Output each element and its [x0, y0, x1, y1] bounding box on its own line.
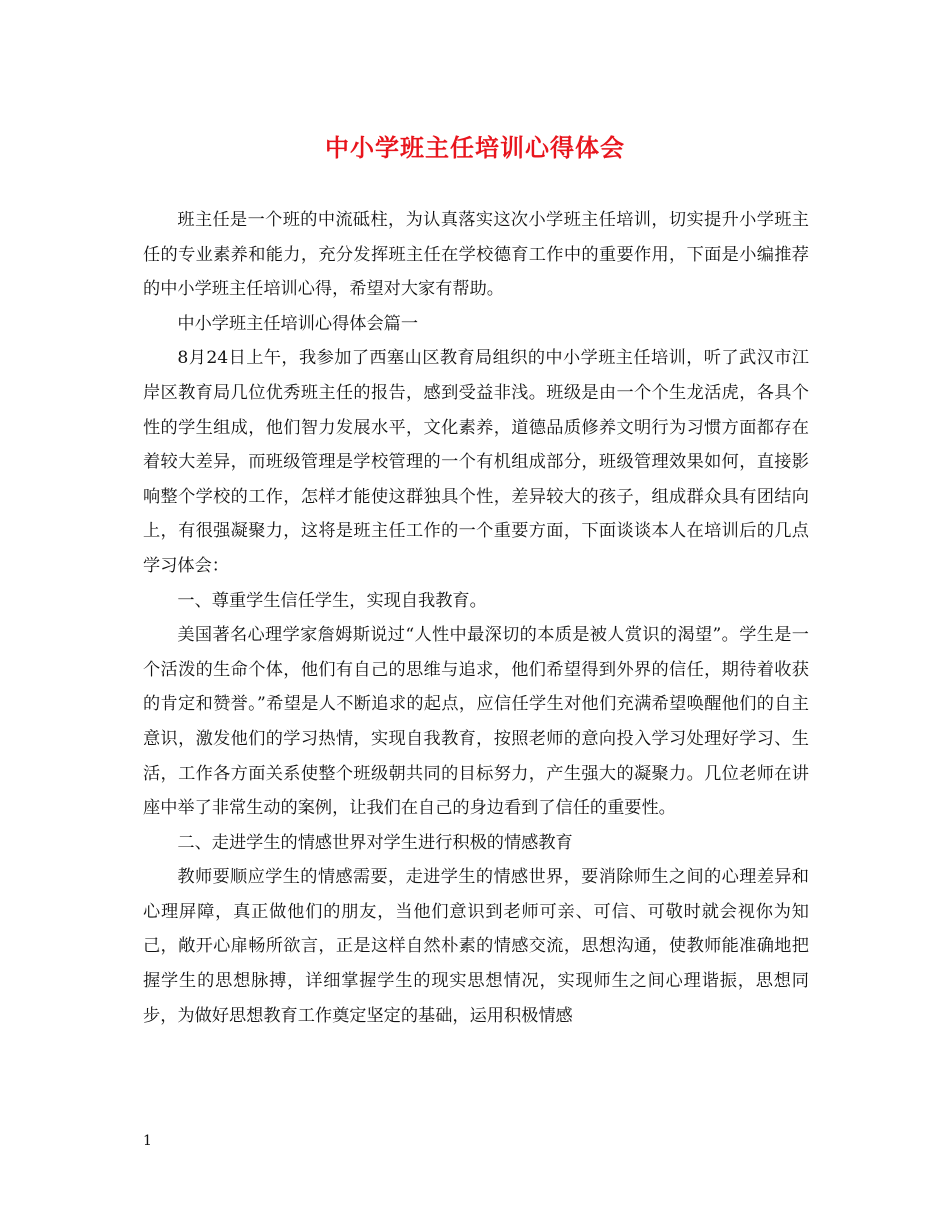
paragraph-intro: 班主任是一个班的中流砥柱，为认真落实这次小学班主任培训，切实提升小学班主任的专业素养和能力，充分发挥班主任在学校德育工作中的重要作用，下面是小编推荐的中小学班主任培训心得，希望对大家有帮助。	[143, 210, 809, 300]
paragraph-point-two: 教师要顺应学生的情感需要，走进学生的情感世界，要消除师生之间的心理差异和心理屏障，真正做他们的朋友，当他们意识到老师可亲、可信、可敬时就会视你为知己，敞开心扉畅所欲言，正是这样自然朴素的情感交流，思想沟通，使教师能准确地把握学生的思想脉搏，详细掌握学生的现实思想情况，实现师生之间心理谐振，思想同步，为做好思想教育工作奠定坚定的基础，运用积极情感	[143, 867, 809, 1026]
paragraph-training-intro: 8月24日上午，我参加了西塞山区教育局组织的中小学班主任培训，听了武汉市江岸区教育局几位优秀班主任的报告，感到受益非浅。班级是由一个个生龙活虎，各具个性的学生组成，他们智力发展水平，文化素养，道德品质修养文明行为习惯方面都存在着较大差异，而班级管理是学校管理的一个有机组成部分，班级管理效果如何，直接影响整个学校的工作，怎样才能使这群独具个性，差异较大的孩子，组成群众具有团结向上，有很强凝聚力，这将是班主任工作的一个重要方面，下面谈谈本人在培训后的几点学习体会：	[143, 348, 809, 576]
section-heading-part-one: 中小学班主任培训心得体会篇一	[177, 313, 419, 334]
document-title: 中小学班主任培训心得体会	[325, 133, 625, 162]
heading-point-two: 二、走进学生的情感世界对学生进行积极的情感教育	[177, 832, 573, 853]
page-number: 1	[143, 1133, 152, 1149]
paragraph-point-one: 美国著名心理学家詹姆斯说过“人性中最深切的本质是被人赏识的渴望”。学生是一个活泼的生命个体，他们有自己的思维与追求，他们希望得到外界的信任，期待着收获的肯定和赞誉。”希望是人不断追求的起点，应信任学生对他们充满希望唤醒他们的自主意识，激发他们的学习热情，实现自我教育，按照老师的意向投入学习处理好学习、生活，工作各方面关系使整个班级朝共同的目标努力，产生强大的凝聚力。几位老师在讲座中举了非常生动的案例，让我们在自己的身边看到了信任的重要性。	[143, 625, 809, 819]
document-body	[143, 203, 809, 1033]
heading-point-one: 一、尊重学生信任学生，实现自我教育。	[177, 590, 487, 611]
